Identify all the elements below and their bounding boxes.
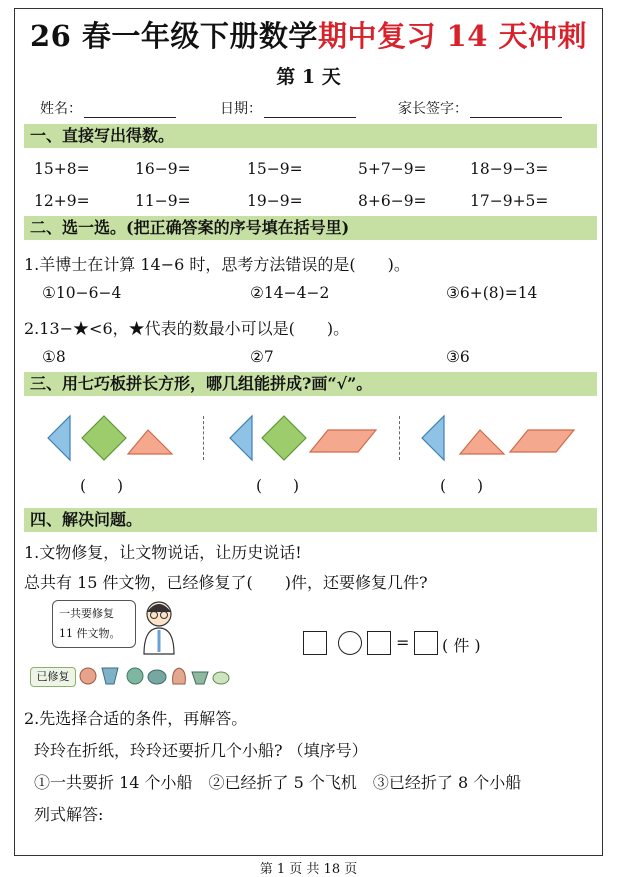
blue-triangle-shape bbox=[230, 416, 252, 460]
option-3: ③6+(8)=14 bbox=[446, 284, 538, 302]
title-grade: 26 春一年级下册数学 bbox=[29, 19, 318, 53]
problem-2-conditions: ①一共要折 14 个小船 ②已经折了 5 个飞机 ③已经折了 8 个小船 bbox=[34, 773, 522, 792]
calc-item: 16−9= bbox=[135, 160, 191, 178]
calc-item: 12+9= bbox=[34, 192, 90, 210]
problem-1-intro: 1.文物修复，让文物说话，让历史说话! bbox=[24, 543, 302, 562]
parent-sign-field[interactable] bbox=[398, 98, 562, 118]
date-label: 日期： bbox=[220, 101, 262, 117]
name-label: 姓名： bbox=[40, 101, 82, 117]
parent-sign-label: 家长签字： bbox=[398, 101, 468, 117]
blue-triangle-shape bbox=[422, 416, 444, 460]
page-title bbox=[0, 14, 617, 55]
calc-item: 19−9= bbox=[247, 192, 303, 210]
result-box[interactable] bbox=[414, 631, 438, 655]
calc-item: 11−9= bbox=[135, 192, 191, 210]
divider bbox=[203, 416, 204, 460]
problem-2-intro: 2.先选择合适的条件，再解答。 bbox=[24, 709, 248, 728]
section4-heading: 四、解决问题。 bbox=[24, 508, 597, 532]
question-2-text: 2.13−★<6，★代表的数最小可以是( )。 bbox=[24, 319, 350, 338]
pink-parallelogram-shape bbox=[310, 430, 376, 452]
speech-bubble bbox=[52, 600, 136, 648]
calc-item: 17−9+5= bbox=[470, 192, 549, 210]
name-line[interactable] bbox=[84, 103, 176, 118]
pink-parallelogram-shape bbox=[510, 430, 574, 452]
answer-bracket[interactable]: ( ) bbox=[440, 477, 484, 495]
answer-bracket[interactable]: ( ) bbox=[256, 477, 300, 495]
parent-sign-line[interactable] bbox=[470, 103, 562, 118]
tangram-group-3 bbox=[418, 412, 578, 464]
tangram-group-1 bbox=[40, 412, 180, 464]
artifact-icon bbox=[80, 668, 96, 684]
answer-box[interactable] bbox=[367, 631, 391, 655]
artifact-icon bbox=[148, 670, 166, 684]
blue-triangle-shape bbox=[48, 416, 70, 460]
bubble-line: 一共要修复 bbox=[59, 607, 114, 620]
section3-heading: 三、用七巧板拼长方形，哪几组能拼成?画“√”。 bbox=[24, 372, 597, 396]
option-1: ①10−6−4 bbox=[42, 284, 122, 302]
date-field[interactable] bbox=[220, 98, 356, 118]
equals-sign: = bbox=[396, 633, 410, 652]
divider bbox=[399, 416, 400, 460]
artifact-icon bbox=[213, 672, 229, 684]
tangram-group-2 bbox=[226, 412, 386, 464]
repaired-tag: 已修复 bbox=[30, 667, 76, 687]
green-square-shape bbox=[262, 416, 306, 460]
option-1: ①8 bbox=[42, 348, 66, 366]
question-1-text: 1.羊博士在计算 14−6 时，思考方法错误的是( )。 bbox=[24, 255, 410, 274]
calc-item: 15−9= bbox=[247, 160, 303, 178]
answer-box[interactable] bbox=[303, 631, 327, 655]
artifact-icons bbox=[78, 664, 230, 688]
answer-bracket[interactable]: ( ) bbox=[80, 477, 124, 495]
unit-label: ( 件 ) bbox=[442, 636, 481, 655]
date-line[interactable] bbox=[264, 103, 356, 118]
artifact-icon bbox=[173, 668, 186, 684]
option-2: ②7 bbox=[250, 348, 274, 366]
section1-heading: 一、直接写出得数。 bbox=[24, 124, 597, 148]
artifact-icon bbox=[127, 668, 143, 684]
problem-1-question: 总共有 15 件文物，已经修复了( )件，还要修复几件? bbox=[24, 573, 428, 592]
title-sprint: 期中复习 14 天冲刺 bbox=[317, 19, 587, 53]
section2-heading: 二、选一选。(把正确答案的序号填在括号里) bbox=[24, 216, 597, 240]
calc-item: 15+8= bbox=[34, 160, 90, 178]
bubble-line: 11 件文物。 bbox=[59, 627, 121, 640]
pink-triangle-shape bbox=[128, 430, 172, 454]
day-label: 第 1 天 bbox=[276, 66, 341, 88]
artifact-icon bbox=[192, 672, 208, 684]
calc-item: 18−9−3= bbox=[470, 160, 549, 178]
operator-circle[interactable] bbox=[338, 631, 362, 655]
pink-triangle-shape bbox=[460, 430, 504, 454]
calc-item: 5+7−9= bbox=[358, 160, 427, 178]
option-2: ②14−4−2 bbox=[250, 284, 330, 302]
green-square-shape bbox=[82, 416, 126, 460]
page-footer: 第 1 页 共 18 页 bbox=[259, 862, 358, 877]
option-3: ③6 bbox=[446, 348, 470, 366]
calc-item: 8+6−9= bbox=[358, 192, 427, 210]
answer-prompt: 列式解答: bbox=[34, 805, 104, 824]
professor-illustration bbox=[138, 598, 180, 656]
name-field[interactable] bbox=[40, 98, 176, 118]
artifact-icon bbox=[102, 668, 118, 684]
problem-2-question: 玲玲在折纸，玲玲还要折几个小船? （填序号） bbox=[34, 741, 368, 760]
